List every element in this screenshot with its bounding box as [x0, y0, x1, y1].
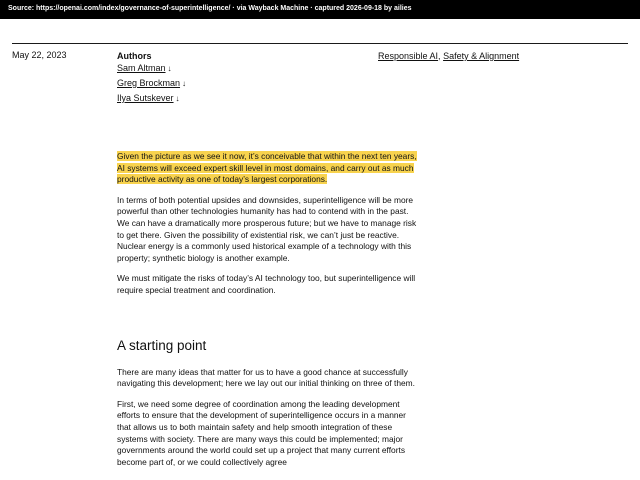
section-paragraph: First, we need some degree of coordination among the leading development efforts to ensure that the development of superintelligence occurs in a manner that allows us to both maintain safety and help smooth integration of these systems with society. There are many ways this could be implemented; major governments around the world could set up a project that many current efforts become part of, or we could collectively agree	[117, 398, 406, 467]
tag-responsible-ai[interactable]: Responsible AI	[378, 51, 439, 61]
source-bar	[0, 0, 640, 19]
author-name: Greg Brockman	[117, 78, 181, 88]
tags-block	[378, 50, 519, 62]
body-paragraph: We must mitigate the risks of today’s AI technology too, but superintelligence will require special treatment and coordination.	[117, 273, 416, 295]
lead-highlight: Given the picture as we see it now, it’s conceivable that within the next ten years, AI systems will exceed expert skill level in most domains, and carry out as much productive activity as one of today’s largest corporations.	[117, 151, 417, 185]
authors-block	[117, 50, 186, 107]
author-name: Ilya Sutskever	[117, 93, 174, 103]
arrow-down-icon: ↓	[182, 79, 187, 88]
section-heading: A starting point	[117, 337, 207, 353]
article-body	[117, 151, 422, 477]
publish-date: May 22, 2023	[12, 50, 67, 60]
source-bar-text: Source: https://openai.com/index/governance-of-superintelligence/ · via Wayback Machine · captured 2026-09-18 by ailies	[8, 5, 412, 12]
author-link-ilya-sutskever[interactable]	[117, 92, 186, 107]
lead-paragraph	[117, 151, 422, 186]
author-link-greg-brockman[interactable]	[117, 77, 186, 92]
authors-heading: Authors	[117, 51, 152, 61]
body-paragraph: In terms of both potential upsides and downsides, superintelligence will be more powerful than other technologies humanity has had to contend with in the past. We can have a dramatically more prosperous future; but we have to manage risk to get there. Given the possibility of existential risk, we can’t just be reactive. Nuclear energy is a commonly used historical example of a technology with this property; synthetic biology is another example.	[117, 194, 417, 263]
tag-safety-alignment[interactable]: Safety & Alignment	[443, 51, 520, 61]
section-paragraph: There are many ideas that matter for us to have a good chance at successfully navigating this development; here we lay out our initial thinking on three of them.	[117, 366, 415, 389]
arrow-down-icon: ↓	[167, 64, 172, 73]
author-link-sam-altman[interactable]	[117, 62, 186, 77]
author-name: Sam Altman	[117, 63, 166, 73]
arrow-down-icon: ↓	[175, 94, 180, 103]
tag-separator: ,	[438, 51, 444, 61]
header-divider	[12, 43, 628, 44]
